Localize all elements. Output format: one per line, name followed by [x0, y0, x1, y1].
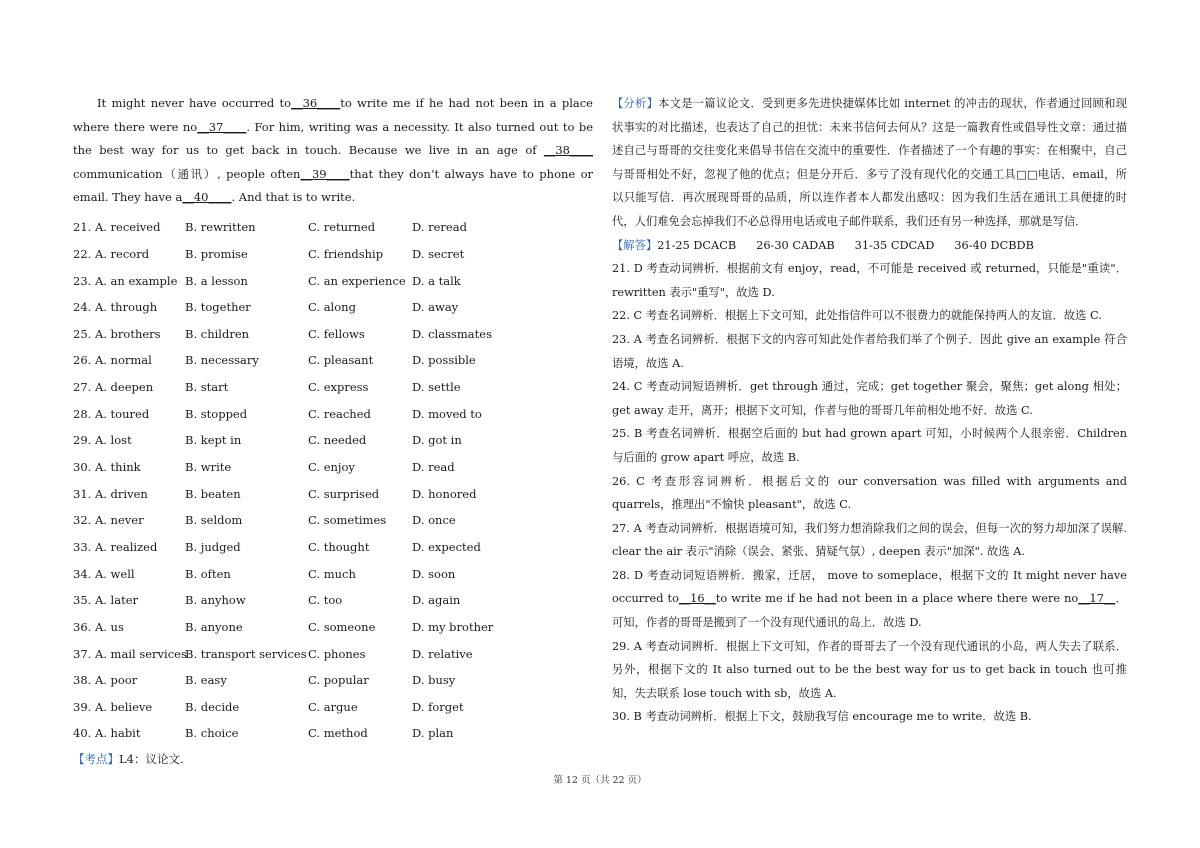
- jieda-tag: 【解答】: [612, 238, 658, 252]
- option-choice: D. settle: [412, 380, 461, 395]
- option-choice: B. stopped: [185, 406, 248, 421]
- option-choice: 33. A. realized: [73, 539, 158, 554]
- explanation-22: 22. C 考查名词辨析．根据上下文可知，此处指信件可以不很费力的就能保持两人的友谊．故选 C.: [612, 309, 1102, 323]
- option-row: [73, 534, 593, 561]
- option-row: [73, 214, 593, 241]
- option-choice: D. plan: [412, 726, 454, 741]
- page-footer: 第 12 页（共 22 页）: [553, 775, 647, 786]
- option-choice: B. seldom: [185, 513, 243, 528]
- passage-text: It might never have occurred to: [97, 96, 292, 110]
- option-row: [73, 480, 593, 507]
- option-choice: 23. A. an example: [73, 273, 178, 288]
- option-row: [73, 560, 593, 587]
- option-choice: D. moved to: [412, 406, 482, 421]
- option-choice: B. anyhow: [185, 593, 246, 608]
- left-column: [73, 92, 593, 767]
- option-row: [73, 667, 593, 694]
- kaodian-line: [73, 751, 593, 767]
- option-choice: C. fellows: [308, 326, 365, 341]
- option-choice: D. honored: [412, 486, 477, 501]
- option-choice: B. together: [185, 300, 251, 315]
- option-choice: 34. A. well: [73, 566, 135, 581]
- explanation-28: [612, 564, 1127, 635]
- option-choice: B. a lesson: [185, 273, 248, 288]
- option-row: [73, 294, 593, 321]
- option-choice: C. someone: [308, 619, 376, 634]
- option-choice: C. method: [308, 726, 368, 741]
- option-choice: 31. A. driven: [73, 486, 148, 501]
- passage-text: to write me if he had not been in a place where there were no: [73, 96, 593, 134]
- option-choice: C. returned: [308, 220, 376, 235]
- explanation-21: 21. D 考查动词辨析．根据前文有 enjoy，read，不可能是 received 或 returned，只能是"重读"．rewritten 表示"重写"，故选 D.: [612, 262, 1127, 299]
- option-choice: D. forget: [412, 699, 464, 714]
- option-row: [73, 267, 593, 294]
- option-choice: C. much: [308, 566, 356, 581]
- explanation-26: 26. C 考查形容词辨析．根据后文的 our conversation was filled with arguments and quarrels，推理出"不愉快 pleasant"，故选 C.: [612, 474, 1127, 512]
- answer-group: 31-35 CDCAD: [854, 238, 935, 252]
- option-choice: C. friendship: [308, 246, 384, 261]
- option-row: [73, 640, 593, 667]
- option-choice: B. transport services: [185, 646, 307, 661]
- option-choice: C. express: [308, 380, 369, 395]
- option-row: [73, 507, 593, 534]
- option-choice: B. decide: [185, 699, 240, 714]
- blank-39: __39____: [300, 166, 350, 181]
- option-choice: B. start: [185, 380, 229, 395]
- option-choice: D. secret: [412, 246, 465, 261]
- option-choice: B. rewritten: [185, 220, 256, 235]
- option-row: [73, 720, 593, 747]
- option-choice: D. got in: [412, 433, 462, 448]
- option-choice: C. too: [308, 593, 343, 608]
- option-choice: 39. A. believe: [73, 699, 153, 714]
- explanation-27: 27. A 考查动词辨析．根据语境可知，我们努力想消除我们之间的误会，但每一次的努力却加深了误解. clear the air 表示"消除（误会、紧张、猜疑气氛）, deepen 表示"加深". 故选 A.: [612, 521, 1127, 559]
- option-row: [73, 374, 593, 401]
- explanation-24: 24. C 考查动词短语辨析．get through 通过，完成；get together 聚会，聚焦；get along 相处； get away 走开，离开；根据下文可知，作者与他的哥哥几年前相处地不好．故选 C.: [612, 380, 1127, 417]
- answer-group: 21-25 DCACB: [657, 238, 737, 252]
- explanation-30: 30. B 考查动词辨析．根据上下文，鼓励我写信 encourage me to write．故选 B.: [612, 710, 1032, 724]
- kaodian-tag: 【考点】: [73, 751, 119, 766]
- option-choice: 22. A. record: [73, 246, 150, 261]
- option-choice: B. often: [185, 566, 231, 581]
- option-choice: 24. A. through: [73, 300, 158, 315]
- option-choice: 25. A. brothers: [73, 326, 161, 341]
- options-list: [73, 214, 593, 747]
- option-row: [73, 614, 593, 641]
- option-choice: B. judged: [185, 539, 241, 554]
- blank-37: __37____: [197, 119, 247, 134]
- option-choice: B. write: [185, 460, 232, 475]
- blank-38: __38____: [543, 143, 593, 158]
- option-choice: D. possible: [412, 353, 476, 368]
- option-choice: C. needed: [308, 433, 367, 448]
- option-row: [73, 321, 593, 348]
- option-choice: B. kept in: [185, 433, 242, 448]
- option-choice: 37. A. mail services: [73, 646, 187, 661]
- option-choice: B. necessary: [185, 353, 259, 368]
- explanation-29: 29. A 考查动词辨析．根据上下文可知，作者的哥哥去了一个没有现代通讯的小岛，两人失去了联系．另外，根据下文的 It also turned out to be the best way for us to get back in touch 也可推知，失去联系 lose touch with sb，故选 A.: [612, 639, 1127, 700]
- option-choice: 27. A. deepen: [73, 380, 154, 395]
- option-choice: 36. A. us: [73, 619, 124, 634]
- option-choice: C. reached: [308, 406, 371, 421]
- answer-group: 26-30 CADAB: [756, 238, 835, 252]
- option-choice: C. phones: [308, 646, 366, 661]
- explanation-text: to write me if he had not been in a place where there were no: [715, 592, 1079, 606]
- passage-text: that they don’t always have to phone or email. They have a: [73, 166, 593, 205]
- answer-group: 36-40 DCBDB: [954, 238, 1034, 252]
- cloze-passage: [73, 92, 593, 210]
- passage-text: . For him, writing was a necessity. It also turned out to be the best way for us to get back in touch. Because we live in an age of: [73, 119, 593, 158]
- option-choice: B. choice: [185, 726, 239, 741]
- right-column: [612, 92, 1127, 729]
- option-row: [73, 347, 593, 374]
- blank-36: __36____: [291, 96, 341, 110]
- option-choice: D. again: [412, 593, 461, 608]
- option-row: [73, 454, 593, 481]
- option-choice: 28. A. toured: [73, 406, 150, 421]
- option-choice: 35. A. later: [73, 593, 139, 608]
- blank-16: __16__: [678, 592, 716, 606]
- blank-17: __17__: [1078, 592, 1116, 606]
- explanation-23: 23. A 考查名词辨析．根据下文的内容可知此处作者给我们举了个例子．因此 give an example 符合语境，故选 A.: [612, 332, 1127, 370]
- answer-key: [612, 234, 1127, 258]
- option-choice: B. children: [185, 326, 250, 341]
- option-choice: D. my brother: [412, 619, 494, 634]
- option-choice: D. classmates: [412, 326, 492, 341]
- option-row: [73, 587, 593, 614]
- option-choice: D. a talk: [412, 273, 461, 288]
- option-choice: D. read: [412, 460, 455, 475]
- option-choice: B. anyone: [185, 619, 243, 634]
- option-row: [73, 241, 593, 268]
- option-choice: D. away: [412, 300, 459, 315]
- option-choice: C. enjoy: [308, 460, 355, 475]
- option-choice: C. surprised: [308, 486, 380, 501]
- option-choice: 38. A. poor: [73, 673, 138, 688]
- option-choice: C. sometimes: [308, 513, 387, 528]
- option-choice: C. an experience: [308, 273, 406, 288]
- analysis-paragraph: [612, 92, 1127, 234]
- option-choice: D. reread: [412, 220, 467, 235]
- option-choice: 21. A. received: [73, 220, 161, 235]
- option-choice: C. thought: [308, 539, 370, 554]
- kaodian-text: L4：议论文.: [119, 751, 184, 766]
- explanation-text: 28. D 考查动词短语辨析．搬家，迁居， move to someplace，根据下文的 It might never have occurred to: [612, 568, 1127, 606]
- option-choice: D. expected: [412, 539, 481, 554]
- option-choice: C. argue: [308, 699, 358, 714]
- option-choice: B. easy: [185, 673, 227, 688]
- fenxi-tag: 【分析】: [612, 97, 659, 110]
- option-row: [73, 694, 593, 721]
- explanation-25: 25. B 考查名词辨析．根据空后面的 but had grown apart 可知，小时候两个人很亲密．Children 与后面的 grow apart 呼应，故选 B.: [612, 427, 1127, 464]
- option-choice: 32. A. never: [73, 513, 144, 528]
- option-choice: 40. A. habit: [73, 726, 141, 741]
- passage-text: communication（通讯）, people often: [73, 166, 301, 181]
- option-row: [73, 427, 593, 454]
- fenxi-text: 本文是一篇议论文．受到更多先进快捷媒体比如 internet 的冲击的现状，作者通过回顾和现状事实的对比描述，也表达了自己的担忧：未来书信何去何从？这是一篇教育性或倡导性文章：通过描述自己与哥哥的交往变化来倡导书信在交流中的重要性．作者描述了一个有趣的事实：在相聚中，自己与哥哥相处不好，忽视了他的优点；但是分开后．多亏了没有现代化的交通工具□□电话、email，所以只能写信．再次展现哥哥的品质，所以连作者本人都发出感叹：因为我们生活在通讯工具便捷的时代，人们难免会忘掉我们不必总得用电话或电子邮件联系，我们还有另一种选择，那就是写信．: [612, 97, 1127, 228]
- explanation-text: ．可知，作者的哥哥是搬到了一个没有现代通讯的岛上．故选 D.: [612, 592, 1127, 630]
- option-choice: C. along: [308, 300, 356, 315]
- blank-40: __40____: [182, 190, 232, 205]
- option-choice: 30. A. think: [73, 460, 141, 475]
- option-choice: C. popular: [308, 673, 369, 688]
- option-choice: 29. A. lost: [73, 433, 132, 448]
- option-choice: 26. A. normal: [73, 353, 152, 368]
- option-choice: B. beaten: [185, 486, 241, 501]
- option-row: [73, 400, 593, 427]
- option-choice: B. promise: [185, 246, 248, 261]
- passage-text: . And that is to write.: [231, 190, 356, 205]
- option-choice: D. relative: [412, 646, 473, 661]
- option-choice: D. once: [412, 513, 456, 528]
- option-choice: D. busy: [412, 673, 456, 688]
- option-choice: C. pleasant: [308, 353, 374, 368]
- option-choice: D. soon: [412, 566, 456, 581]
